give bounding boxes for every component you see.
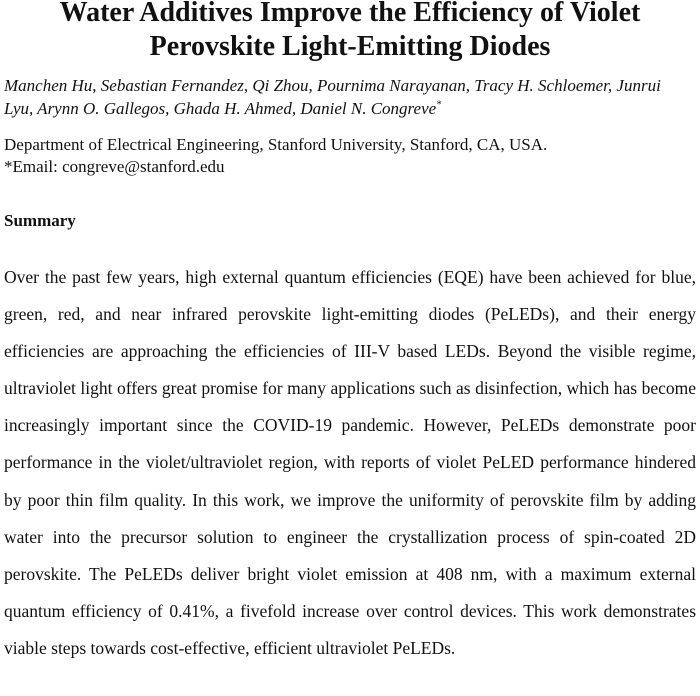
summary-line: ultraviolet light offers great promise for many applications such as disinfection, which has become (4, 378, 696, 399)
author-line-2-text: Lyu, Arynn O. Gallegos, Ghada H. Ahmed, Daniel N. Congreve (4, 99, 437, 118)
summary-line: green, red, and near infrared perovskite light-emitting diodes (PeLEDs), and their energy (4, 304, 696, 325)
author-list (4, 74, 696, 120)
title-line-1: Water Additives Improve the Efficiency of Violet (59, 0, 641, 28)
summary-line: performance in the violet/ultraviolet region, with reports of violet PeLED performance hindered (4, 452, 696, 473)
summary-line: water into the precursor solution to engineer the crystallization process of spin-coated 2D (4, 526, 696, 547)
author-line-1: Manchen Hu, Sebastian Fernandez, Qi Zhou, Pournima Narayanan, Tracy H. Schloemer, Junrui (4, 76, 661, 95)
affiliation-block (4, 134, 696, 178)
summary-line: perovskite. The PeLEDs deliver bright violet emission at 408 nm, with a maximum external (4, 563, 696, 584)
summary-line: increasingly important since the COVID-19 pandemic. However, PeLEDs demonstrate poor (4, 415, 696, 436)
summary-paragraph (4, 259, 696, 667)
summary-line: Over the past few years, high external quantum efficiencies (EQE) have been achieved for blue, (4, 267, 696, 287)
title-line-2: Perovskite Light-Emitting Diodes (149, 31, 551, 62)
summary-heading: Summary (4, 211, 76, 230)
affiliation-department: Department of Electrical Engineering, Stanford University, Stanford, CA, USA. (4, 135, 548, 154)
author-line-2 (4, 97, 696, 120)
paper-title (0, 0, 700, 64)
summary-line: by poor thin film quality. In this work, we improve the uniformity of perovskite film by adding (4, 489, 696, 510)
corresponding-author-mark: * (436, 99, 442, 111)
summary-line: efficiencies are approaching the efficiencies of III-V based LEDs. Beyond the visible regime, (4, 341, 696, 362)
summary-line: quantum efficiency of 0.41%, a fivefold increase over control devices. This work demonstrates (4, 600, 696, 621)
affiliation-email: *Email: congreve@stanford.edu (4, 157, 225, 176)
summary-line: viable steps towards cost-effective, efficient ultraviolet PeLEDs. (4, 637, 456, 658)
